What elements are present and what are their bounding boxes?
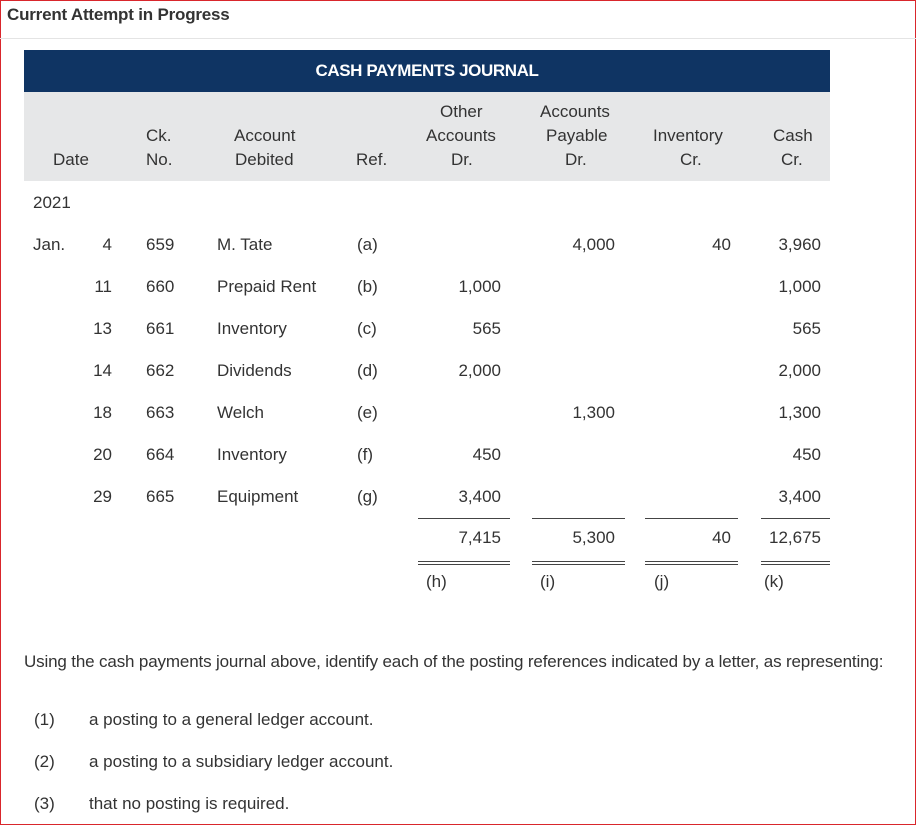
option-3-number: (3) <box>34 794 55 813</box>
row-account-cell: Equipment <box>217 487 299 506</box>
row-day-cell: 4 <box>102 235 112 254</box>
row-other-cell: 1,000 <box>458 277 501 296</box>
row-cash-cell: 1,000 <box>778 277 821 296</box>
row-inv-cell: 40 <box>712 235 731 254</box>
row-ck-cell: 664 <box>146 445 175 464</box>
row-cash-cell: 1,300 <box>778 403 821 422</box>
col-header-inventory-line1: Inventory <box>653 126 723 145</box>
row-ref-cell: (a) <box>357 235 378 254</box>
row-day-cell: 13 <box>93 319 112 338</box>
row-account-cell: Inventory <box>217 319 287 338</box>
total-cash: 12,675 <box>769 528 821 547</box>
row-other-cell: 3,400 <box>458 487 501 506</box>
row-ref-cell: (e) <box>357 403 378 422</box>
row-day-cell: 11 <box>94 277 112 296</box>
col-header-ck-line2: No. <box>146 150 173 169</box>
row-cash-cell: 450 <box>792 445 821 464</box>
col-header-cash-line2: Cr. <box>781 150 803 169</box>
row-account-cell: Inventory <box>217 445 287 464</box>
journal-month: Jan. <box>33 235 66 254</box>
col-header-ap-line1: Accounts <box>540 102 610 121</box>
row-account-cell: Dividends <box>217 361 292 380</box>
row-ref-cell: (b) <box>357 277 378 296</box>
row-ck-cell: 662 <box>146 361 175 380</box>
total-ref-other: (h) <box>426 572 447 591</box>
double-rule-cash <box>761 561 830 565</box>
row-cash-cell: 565 <box>792 319 821 338</box>
row-day-cell: 20 <box>93 445 112 464</box>
col-header-account-line2: Debited <box>235 150 294 169</box>
col-header-other-line3: Dr. <box>451 150 473 169</box>
row-other-cell: 2,000 <box>458 361 501 380</box>
row-ref-cell: (f) <box>357 445 374 464</box>
row-other-cell: 450 <box>472 445 501 464</box>
row-ck-cell: 660 <box>146 277 175 296</box>
double-rule-inventory <box>645 561 738 565</box>
total-rule-other <box>418 518 510 519</box>
option-1-text: a posting to a general ledger account. <box>89 710 374 729</box>
col-header-ap-line3: Dr. <box>565 150 587 169</box>
col-header-cash-line1: Cash <box>773 126 813 145</box>
option-2-number: (2) <box>34 752 55 771</box>
total-ref-inventory: (j) <box>654 572 670 591</box>
row-other-cell: 565 <box>472 319 501 338</box>
row-ap-cell: 4,000 <box>572 235 615 254</box>
col-header-account-line1: Account <box>234 126 296 145</box>
journal-year: 2021 <box>33 193 71 212</box>
row-account-cell: Prepaid Rent <box>217 277 317 296</box>
row-ref-cell: (c) <box>357 319 377 338</box>
option-3-text: that no posting is required. <box>89 794 290 813</box>
journal-title: CASH PAYMENTS JOURNAL <box>24 50 830 92</box>
option-2-text: a posting to a subsidiary ledger account. <box>89 752 394 771</box>
row-ck-cell: 659 <box>146 235 175 254</box>
row-day-cell: 18 <box>93 403 112 422</box>
double-rule-other <box>418 561 510 565</box>
row-ap-cell: 1,300 <box>572 403 615 422</box>
total-rule-cash <box>761 518 830 519</box>
col-header-other-line1: Other <box>440 102 483 121</box>
col-header-inventory-line2: Cr. <box>680 150 702 169</box>
row-ck-cell: 661 <box>146 319 175 338</box>
header-bar <box>0 0 916 39</box>
row-cash-cell: 3,960 <box>778 235 821 254</box>
total-other: 7,415 <box>458 528 501 547</box>
row-cash-cell: 3,400 <box>778 487 821 506</box>
col-header-date: Date <box>53 150 89 169</box>
col-header-ck-line1: Ck. <box>146 126 172 145</box>
question-text: Using the cash payments journal above, identify each of the posting references indicated by a letter, as representing: <box>24 652 884 671</box>
option-1-number: (1) <box>34 710 55 729</box>
double-rule-ap <box>532 561 625 565</box>
row-account-cell: Welch <box>217 403 264 422</box>
total-ref-cash: (k) <box>764 572 784 591</box>
row-day-cell: 29 <box>93 487 112 506</box>
total-ap: 5,300 <box>572 528 615 547</box>
row-ref-cell: (g) <box>357 487 378 506</box>
col-header-ap-line2: Payable <box>546 126 608 145</box>
row-ref-cell: (d) <box>357 361 378 380</box>
row-day-cell: 14 <box>93 361 112 380</box>
col-header-other-line2: Accounts <box>426 126 496 145</box>
attempt-title: Current Attempt in Progress <box>7 5 230 24</box>
total-rule-ap <box>532 518 625 519</box>
total-rule-inventory <box>645 518 738 519</box>
total-ref-ap: (i) <box>540 572 556 591</box>
row-ck-cell: 665 <box>146 487 175 506</box>
col-header-ref: Ref. <box>356 150 388 169</box>
row-cash-cell: 2,000 <box>778 361 821 380</box>
row-account-cell: M. Tate <box>217 235 273 254</box>
row-ck-cell: 663 <box>146 403 175 422</box>
total-inventory: 40 <box>712 528 731 547</box>
